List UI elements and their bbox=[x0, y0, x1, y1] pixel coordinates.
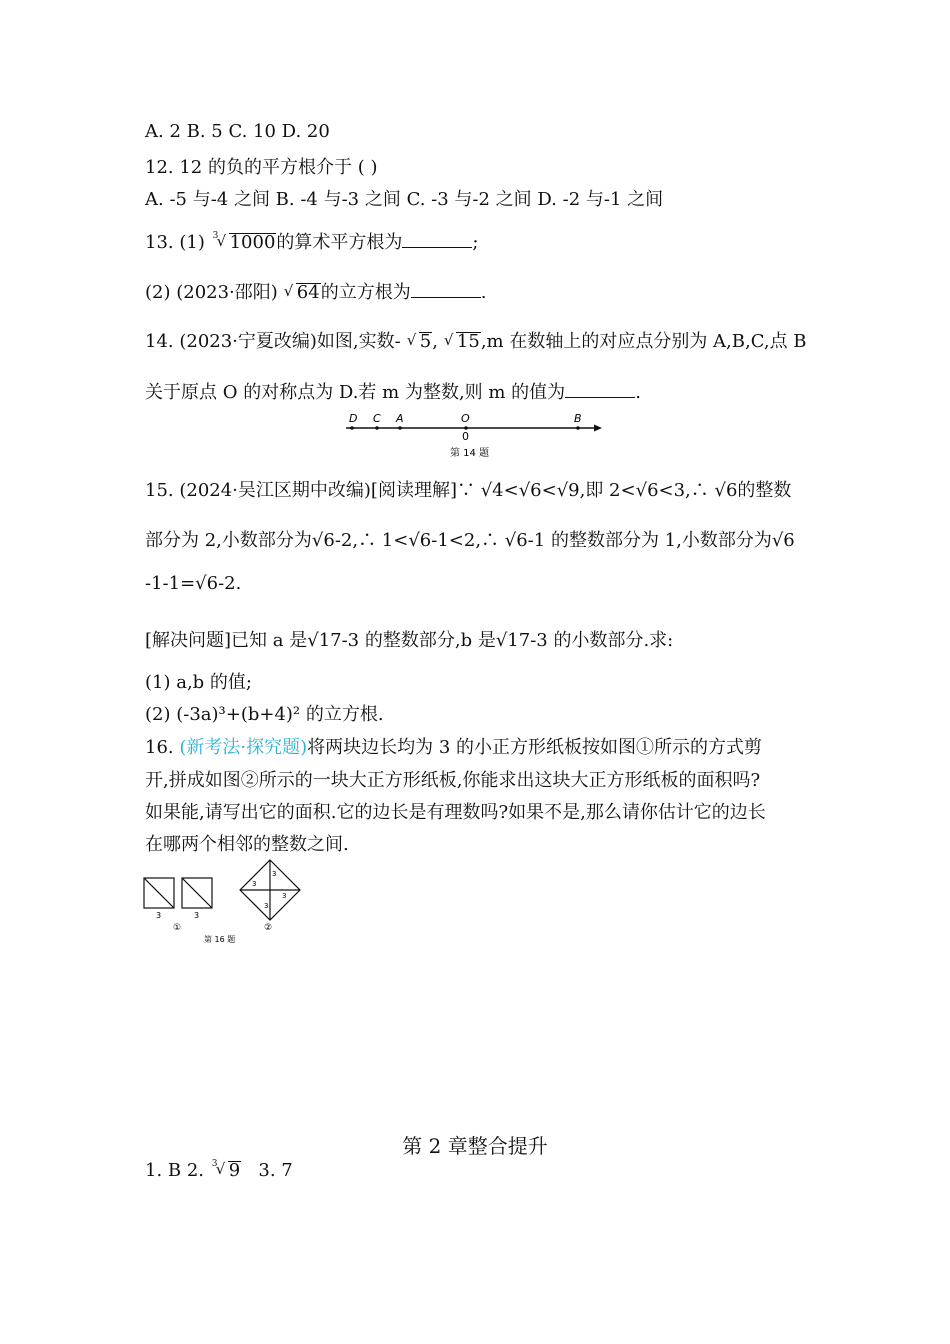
root-15: √ 15 bbox=[443, 331, 480, 352]
point-c bbox=[375, 426, 379, 430]
q15-part2: (2) (-3a)³+(b+4)² 的立方根. bbox=[145, 704, 384, 725]
diagonal-1 bbox=[144, 878, 174, 908]
figure-label-2: ② bbox=[264, 923, 273, 933]
section-heading: 第 2 章整合提升 bbox=[402, 1134, 548, 1158]
q15-line2: 部分为 2,小数部分为√6-2,∴ 1<√6-1<2,∴ √6-1 的整数部分为 1,小数部分为√6 bbox=[145, 530, 795, 551]
root-5: √ 5 bbox=[406, 331, 432, 352]
side-label: 3 bbox=[282, 892, 287, 900]
q15-line3: -1-1=√6-2. bbox=[145, 573, 242, 594]
side-label: 3 bbox=[252, 880, 257, 888]
q13-part1: 13. (1) 3 √ 1000的算术平方根为 ; bbox=[145, 231, 479, 253]
side-label: 3 bbox=[194, 911, 200, 920]
root-64: √ 64 bbox=[283, 282, 320, 303]
point-a bbox=[398, 426, 402, 430]
side-label: 3 bbox=[272, 870, 277, 878]
q16-line2: 开,拼成如图②所示的一块大正方形纸板,你能求出这块大正方形纸板的面积吗? bbox=[145, 770, 761, 791]
label-a: A bbox=[396, 412, 404, 425]
cube-root-9: 3 √ 9 bbox=[211, 1159, 241, 1181]
answers-line: 1. B 2. 3 √ 9 3. 7 bbox=[145, 1159, 293, 1181]
q13-part2: (2) (2023·邵阳) √ 64的立方根为 . bbox=[145, 282, 487, 303]
q16-line3: 如果能,请写出它的面积.它的边长是有理数吗?如果不是,那么请你估计它的边长 bbox=[145, 802, 766, 823]
q14-line2: 关于原点 O 的对称点为 D.若 m 为整数,则 m 的值为 . bbox=[145, 382, 641, 403]
figure-label-1: ① bbox=[173, 923, 182, 933]
question-type-tag: (新考法·探究题) bbox=[179, 737, 308, 758]
squares-figure bbox=[140, 858, 310, 948]
q11-options: A. 2 B. 5 C. 10 D. 20 bbox=[145, 121, 330, 142]
answer-blank[interactable] bbox=[411, 281, 481, 298]
q16-line1: 16. (新考法·探究题)将两块边长均为 3 的小正方形纸板按如图①所示的方式剪 bbox=[145, 737, 763, 758]
q15-part1: (1) a,b 的值; bbox=[145, 672, 252, 693]
axis-arrow-icon bbox=[594, 425, 602, 432]
figure-caption-16: 第 16 题 bbox=[204, 935, 236, 944]
q14-line1: 14. (2023·宁夏改编)如图,实数- √ 5, √ 15,m 在数轴上的对应点分别为 A,B,C,点 B bbox=[145, 331, 807, 352]
number-line-figure bbox=[340, 408, 610, 460]
diagonal-2 bbox=[182, 878, 212, 908]
cube-root-1000: 3 √ 1000 bbox=[212, 231, 276, 253]
q16-line4: 在哪两个相邻的整数之间. bbox=[145, 834, 349, 855]
side-label: 3 bbox=[156, 911, 162, 920]
side-label: 3 bbox=[264, 902, 269, 910]
point-b bbox=[576, 426, 580, 430]
answer-blank[interactable] bbox=[565, 381, 635, 398]
q12-options: A. -5 与-4 之间 B. -4 与-3 之间 C. -3 与-2 之间 D. -2 与-1 之间 bbox=[145, 189, 664, 210]
label-o: O bbox=[461, 412, 470, 425]
answer-blank[interactable] bbox=[402, 231, 472, 248]
figure-caption-14: 第 14 题 bbox=[450, 448, 490, 459]
label-c: C bbox=[373, 412, 381, 425]
q12-stem: 12. 12 的负的平方根介于 ( ) bbox=[145, 157, 378, 178]
label-d: D bbox=[349, 412, 358, 425]
q15-line1: 15. (2024·吴江区期中改编)[阅读理解]∵ √4<√6<√9,即 2<√6<3,∴ √6的整数 bbox=[145, 480, 792, 501]
label-zero: 0 bbox=[462, 430, 469, 443]
label-b: B bbox=[574, 412, 582, 425]
point-d bbox=[350, 426, 354, 430]
q15-line4: [解决问题]已知 a 是√17-3 的整数部分,b 是√17-3 的小数部分.求: bbox=[145, 630, 674, 651]
